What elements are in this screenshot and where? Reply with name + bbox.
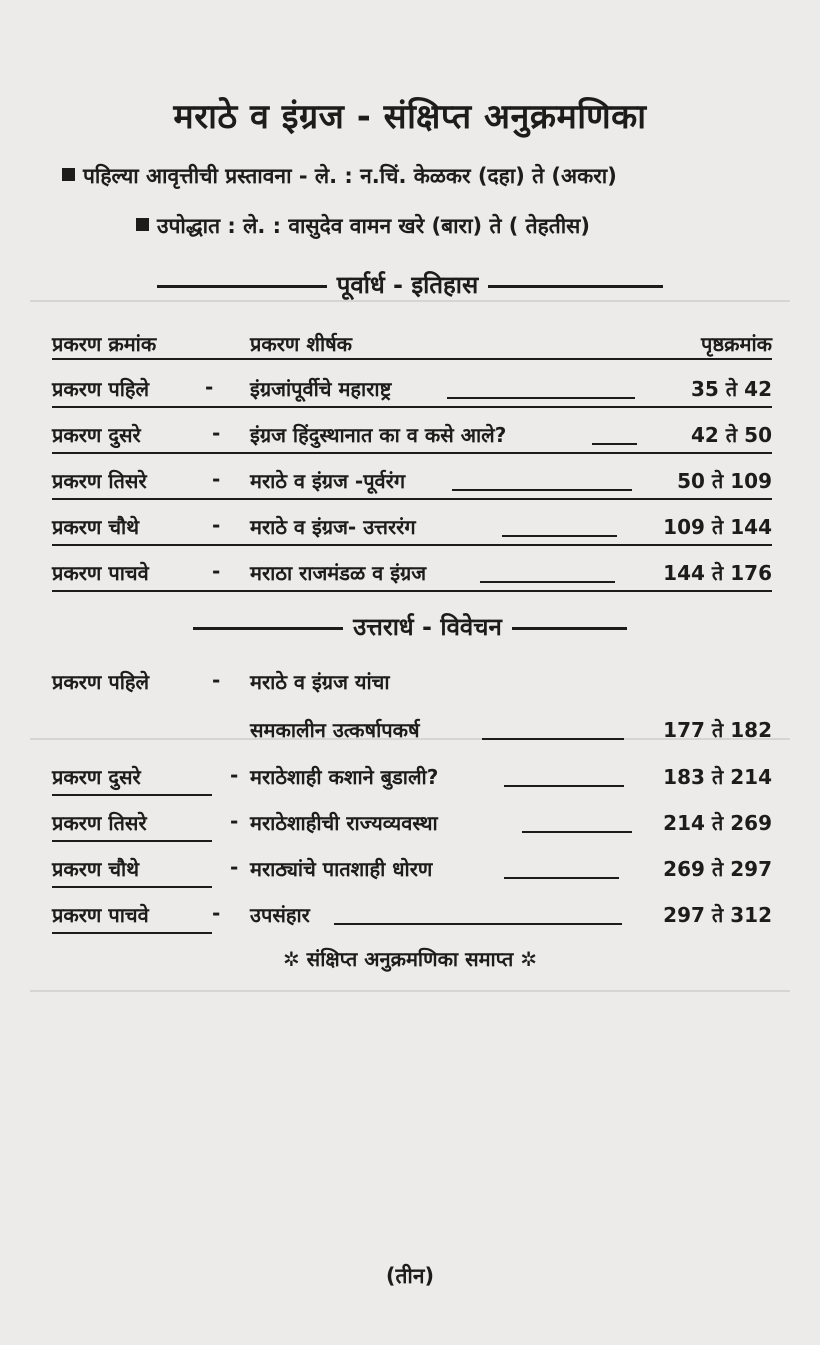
leader-line xyxy=(452,489,632,491)
row-rule xyxy=(52,794,212,796)
header-chapter-title: प्रकरण शीर्षक xyxy=(250,332,353,356)
separator-dash: - xyxy=(205,375,214,399)
toc-row xyxy=(52,809,772,843)
page-range: 269 ते 297 xyxy=(663,857,772,881)
separator-dash: - xyxy=(212,421,221,445)
section-heading-part2 xyxy=(0,610,820,643)
separator-dash: - xyxy=(212,901,221,925)
page-range: 144 ते 176 xyxy=(663,561,772,585)
row-rule xyxy=(52,840,212,842)
row-rule xyxy=(52,452,772,454)
toc-row xyxy=(52,855,772,889)
chapter-title: मराठेशाही कशाने बुडाली? xyxy=(250,765,439,789)
toc-row xyxy=(52,668,772,748)
chapter-number: प्रकरण पहिले xyxy=(52,670,150,694)
chapter-number: प्रकरण चौथे xyxy=(52,515,140,539)
page-range: 50 ते 109 xyxy=(677,469,772,493)
page-range: 109 ते 144 xyxy=(663,515,772,539)
chapter-number: प्रकरण पहिले xyxy=(52,377,150,401)
row-rule xyxy=(52,932,212,934)
square-bullet-icon xyxy=(136,218,149,231)
row-rule xyxy=(52,886,212,888)
intro-text: उपोद्धात : ले. : वासुदेव वामन खरे (बारा) ते ( तेहतीस) xyxy=(157,214,590,238)
toc-row xyxy=(52,375,772,409)
leader-line xyxy=(502,535,617,537)
leader-line xyxy=(480,581,615,583)
separator-dash: - xyxy=(212,668,221,692)
page-range: 35 ते 42 xyxy=(691,377,772,401)
separator-dash: - xyxy=(230,809,239,833)
leader-line xyxy=(592,443,637,445)
header-page-no: पृष्ठक्रमांक xyxy=(701,332,772,356)
chapter-title: उपसंहार xyxy=(250,903,310,927)
page-range: 183 ते 214 xyxy=(663,765,772,789)
leader-line xyxy=(482,738,624,740)
row-rule xyxy=(52,544,772,546)
leader-line xyxy=(504,877,619,879)
heading-rule xyxy=(193,627,343,630)
heading-rule xyxy=(157,285,327,288)
chapter-title: मराठ्यांचे पातशाही धोरण xyxy=(250,857,433,881)
section-heading-part1 xyxy=(0,268,820,301)
leader-line xyxy=(522,831,632,833)
leader-line xyxy=(504,785,624,787)
show-through-line xyxy=(30,990,790,992)
section-label: पूर्वार्ध - इतिहास xyxy=(336,271,479,299)
chapter-number: प्रकरण दुसरे xyxy=(52,765,141,789)
chapter-title: मराठे व इंग्रज -पूर्वरंग xyxy=(250,469,406,493)
separator-dash: - xyxy=(212,467,221,491)
separator-dash: - xyxy=(230,763,239,787)
heading-rule xyxy=(488,285,663,288)
header-rule xyxy=(52,358,772,360)
chapter-number: प्रकरण चौथे xyxy=(52,857,140,881)
page-number: (तीन) xyxy=(385,1264,435,1288)
row-rule xyxy=(52,590,772,592)
toc-row xyxy=(52,901,772,935)
section-label: उत्तरार्ध - विवेचन xyxy=(353,613,502,641)
leader-line xyxy=(334,923,622,925)
toc-row xyxy=(52,421,772,455)
chapter-title: इंग्रज हिंदुस्थानात का व कसे आले? xyxy=(250,423,507,447)
toc-row xyxy=(52,559,772,593)
toc-row xyxy=(52,763,772,797)
toc-row xyxy=(52,513,772,547)
chapter-number: प्रकरण दुसरे xyxy=(52,423,141,447)
end-of-index-note: ✲ संक्षिप्त अनुक्रमणिका समाप्त ✲ xyxy=(282,947,538,971)
chapter-number: प्रकरण तिसरे xyxy=(52,811,147,835)
square-bullet-icon xyxy=(62,168,75,181)
heading-rule xyxy=(512,627,627,630)
chapter-title: इंग्रजांपूर्वीचे महाराष्ट्र xyxy=(250,377,392,401)
page-range: 42 ते 50 xyxy=(691,423,772,447)
page-range: 214 ते 269 xyxy=(663,811,772,835)
chapter-number: प्रकरण पाचवे xyxy=(52,903,149,927)
intro-line-preface xyxy=(62,162,617,190)
chapter-title: मराठा राजमंडळ व इंग्रज xyxy=(250,561,427,585)
row-rule xyxy=(52,406,772,408)
separator-dash: - xyxy=(230,855,239,879)
chapter-title-line2: समकालीन उत्कर्षापकर्ष xyxy=(250,718,420,742)
intro-text: पहिल्या आवृत्तीची प्रस्तावना - ले. : न.चिं. केळकर (दहा) ते (अकरा) xyxy=(83,164,617,188)
chapter-title: मराठेशाहीची राज्यव्यवस्था xyxy=(250,811,438,835)
intro-line-introduction xyxy=(136,212,590,240)
header-chapter-no: प्रकरण क्रमांक xyxy=(52,332,157,356)
row-rule xyxy=(52,498,772,500)
page-range: 297 ते 312 xyxy=(663,903,772,927)
chapter-number: प्रकरण पाचवे xyxy=(52,561,149,585)
separator-dash: - xyxy=(212,513,221,537)
toc-row xyxy=(52,467,772,501)
chapter-number: प्रकरण तिसरे xyxy=(52,469,147,493)
chapter-title: मराठे व इंग्रज- उत्तररंग xyxy=(250,515,416,539)
chapter-title-line1: मराठे व इंग्रज यांचा xyxy=(250,670,390,694)
page-title: मराठे व इंग्रज - संक्षिप्त अनुक्रमणिका xyxy=(173,97,647,137)
separator-dash: - xyxy=(212,559,221,583)
leader-line xyxy=(447,397,635,399)
page-range: 177 ते 182 xyxy=(663,718,772,742)
